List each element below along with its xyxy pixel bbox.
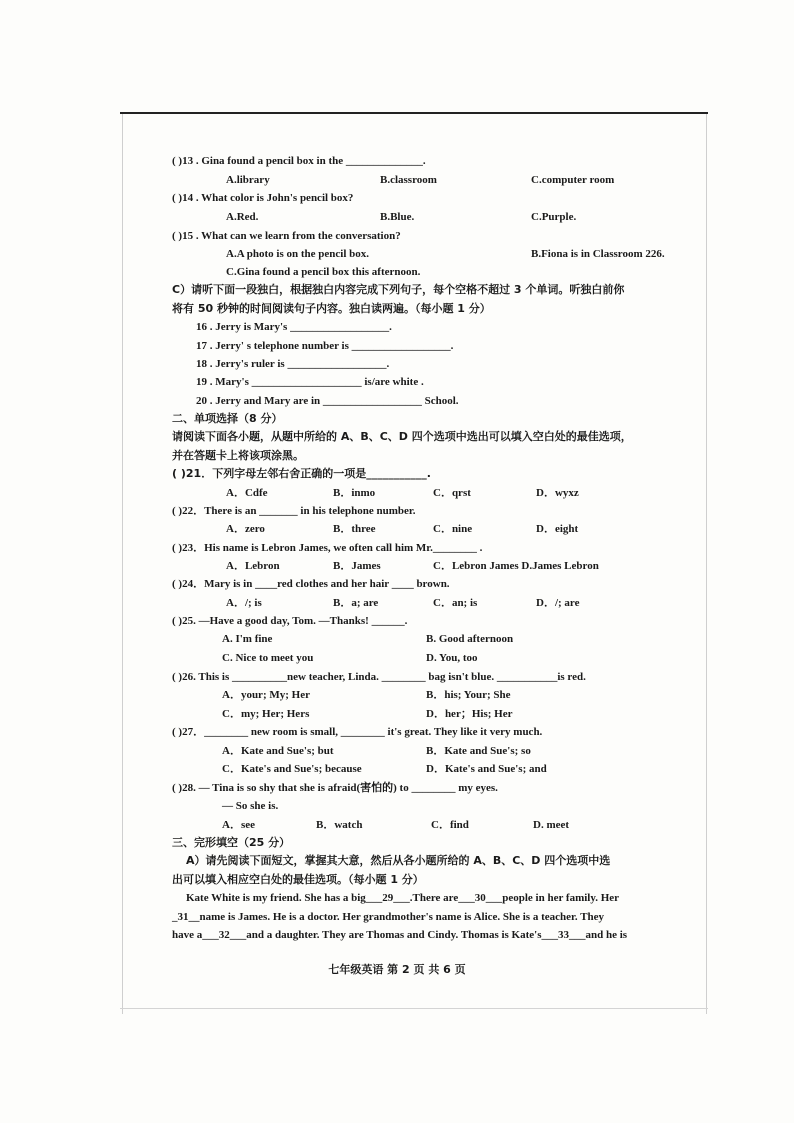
exam-line: A．Lebron [226, 560, 280, 572]
exam-line: B．his; Your; She [426, 689, 511, 701]
exam-line: B.Fiona is in Classroom 226. [531, 248, 665, 260]
exam-line: B. Good afternoon [426, 633, 514, 645]
exam-line: 将有 50 秒钟的时间阅读句子内容。独白读两遍。（每小题 1 分） [172, 302, 491, 315]
exam-line: A．Cdfe [226, 487, 268, 499]
exam-line: 出可以填入相应空白处的最佳选项。（每小题 1 分） [172, 873, 424, 886]
exam-line: C．an; is [433, 597, 478, 609]
exam-line: A.Red. [226, 211, 259, 223]
exam-line: A. I'm fine [222, 633, 273, 645]
exam-line: B．James [333, 560, 381, 572]
exam-line: C．find [431, 819, 469, 831]
exam-line: B．Kate and Sue's; so [426, 745, 531, 757]
exam-line: ( )24．Mary is in ____red clothes and her hair ____ brown. [172, 578, 450, 590]
exam-line: D．Kate's and Sue's; and [426, 763, 547, 775]
exam-line: ( )28. — Tina is so shy that she is afraid(害怕的) to ________ my eyes. [172, 782, 498, 794]
exam-line: _31__name is James. He is a doctor. Her grandmother's name is Alice. She is a teacher. They [172, 911, 605, 923]
exam-line: ( )13 . Gina found a pencil box in the ______________. [172, 155, 426, 167]
exam-line: ( )23．His name is Lebron James, we often call him Mr.________ . [172, 542, 483, 554]
exam-line: ( )22．There is an _______ in his telephone number. [172, 505, 416, 517]
exam-line: A．zero [226, 523, 265, 535]
exam-line: A．your; My; Her [222, 689, 310, 701]
exam-line: B．three [333, 523, 376, 535]
exam-line: 18 . Jerry's ruler is __________________. [196, 358, 390, 370]
page-footer: 七年级英语 第 2 页 共 6 页 [328, 963, 466, 976]
exam-line: B．a; are [333, 597, 379, 609]
exam-line: C．Kate's and Sue's; because [222, 763, 362, 775]
exam-line: D．/; are [536, 597, 580, 609]
exam-line: C.Gina found a pencil box this afternoon. [226, 266, 421, 278]
exam-line: ( )21．下列字母左邻右舍正确的一项是___________. [172, 467, 431, 480]
exam-line: D．her；His; Her [426, 708, 513, 720]
exam-line: C．nine [433, 523, 473, 535]
exam-line: B.classroom [380, 174, 437, 186]
exam-line: 16 . Jerry is Mary's __________________. [196, 321, 392, 333]
exam-line: C．Lebron James D.James Lebron [433, 560, 599, 572]
exam-line: ( )25. —Have a good day, Tom. —Thanks! ______. [172, 615, 408, 627]
exam-line: A．see [222, 819, 255, 831]
exam-line: ( )27．________ new room is small, ________ it's great. They like it very much. [172, 726, 543, 738]
exam-line: 二、单项选择（8 分） [172, 412, 283, 425]
exam-line: Kate White is my friend. She has a big___29___.There are___30___people in her family. Her [186, 892, 620, 904]
exam-line: ( )14 . What color is John's pencil box? [172, 192, 354, 204]
exam-line: 三、完形填空（25 分） [172, 836, 291, 849]
exam-line: B.Blue. [380, 211, 415, 223]
exam-line: A.library [226, 174, 270, 186]
exam-line: ( )26. This is __________new teacher, Linda. ________ bag isn't blue. ___________is red. [172, 671, 586, 683]
exam-line: C．my; Her; Hers [222, 708, 310, 720]
exam-line: have a___32___and a daughter. They are Thomas and Cindy. Thomas is Kate's___33___and he is [172, 929, 628, 941]
exam-line: 19 . Mary's ____________________ is/are white . [196, 376, 424, 388]
exam-line: 请阅读下面各小题，从题中所给的 A、B、C、D 四个选项中选出可以填入空白处的最佳选项， [172, 430, 632, 443]
exam-line: C）请听下面一段独白，根据独白内容完成下列句子，每个空格不超过 3 个单词。听独白前你 [172, 283, 625, 296]
exam-line: — So she is. [222, 800, 279, 812]
exam-line: A.A photo is on the pencil box. [226, 248, 370, 260]
exam-line: 20 . Jerry and Mary are in __________________ School. [196, 395, 459, 407]
exam-line: D．wyxz [536, 487, 579, 499]
exam-line: D. You, too [426, 652, 478, 664]
exam-line: ( )15 . What can we learn from the conversation? [172, 230, 401, 242]
exam-line: D．eight [536, 523, 579, 535]
exam-line: A．/; is [226, 597, 262, 609]
exam-line: A）请先阅读下面短文，掌握其大意，然后从各小题所给的 A、B、C、D 四个选项中选 [186, 854, 611, 867]
exam-line: C.Purple. [531, 211, 577, 223]
top-rule [120, 112, 708, 114]
exam-line: 并在答题卡上将该项涂黑。 [172, 449, 304, 462]
exam-line: C．qrst [433, 487, 471, 499]
exam-line: B．inmo [333, 487, 376, 499]
right-margin-line [706, 114, 707, 1014]
bottom-rule [120, 1008, 708, 1009]
exam-line: C. Nice to meet you [222, 652, 314, 664]
exam-line: 17 . Jerry' s telephone number is __________________. [196, 340, 454, 352]
exam-line: C.computer room [531, 174, 615, 186]
exam-line: A．Kate and Sue's; but [222, 745, 334, 757]
left-margin-line [122, 114, 123, 1014]
exam-line: B．watch [316, 819, 363, 831]
exam-line: D. meet [533, 819, 570, 831]
